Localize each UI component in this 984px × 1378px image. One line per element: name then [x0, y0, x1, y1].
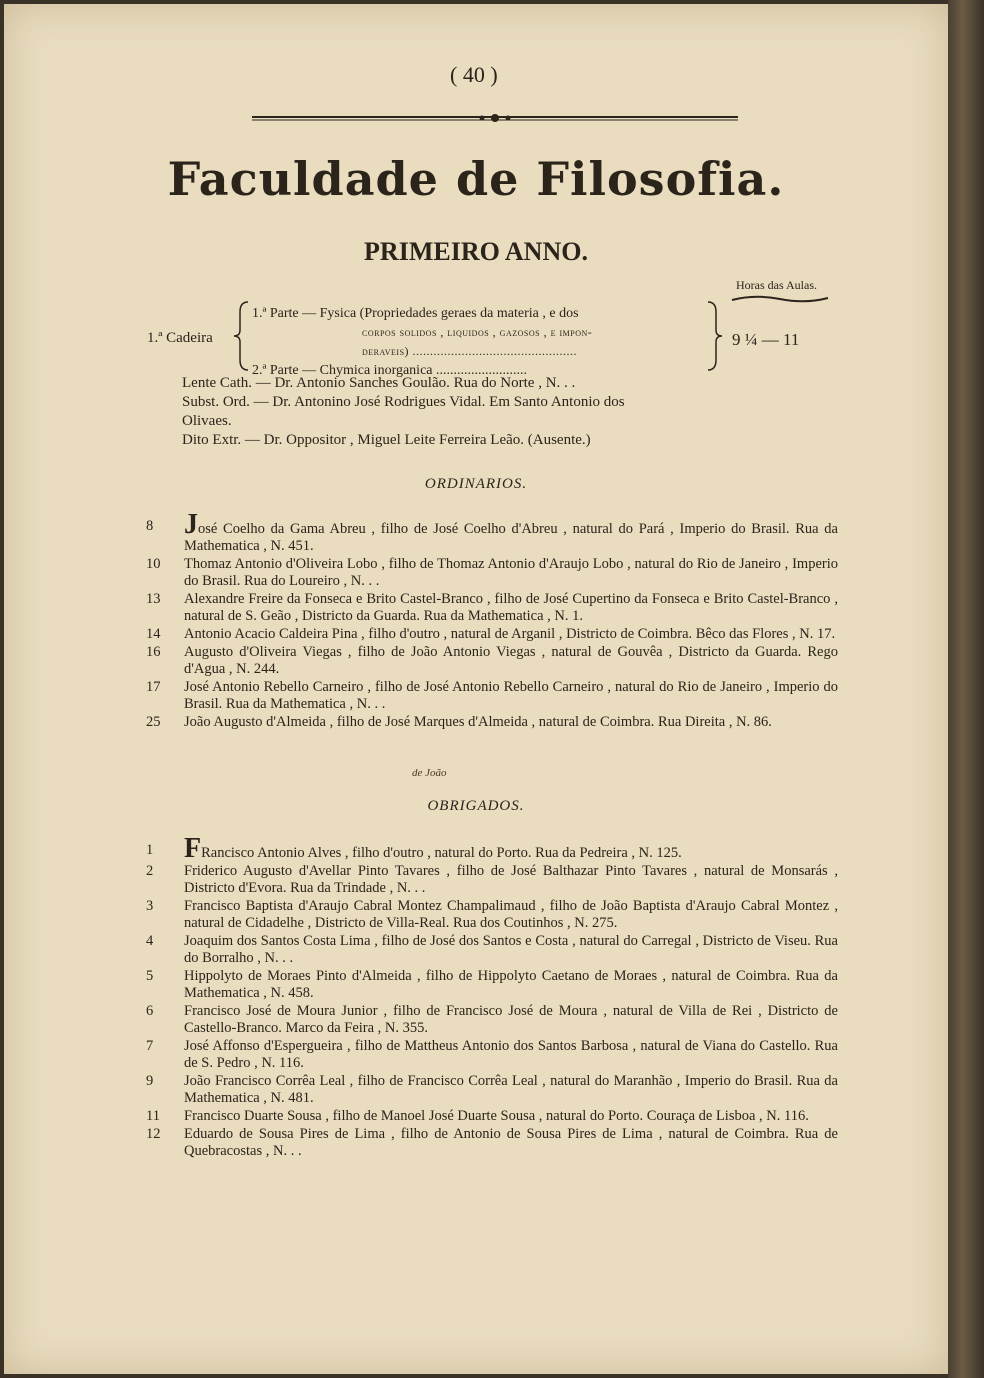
entry-number: 3: [146, 898, 154, 914]
drop-cap: J: [184, 509, 198, 540]
page-title: Faculdade de Filosofia.: [167, 152, 785, 206]
entry-body: Rancisco Antonio Alves , filho d'outro , natural do Porto. Rua da Pedreira , N. 125.: [201, 845, 682, 861]
entry-number: 8: [146, 518, 154, 534]
entry-text: [184, 679, 838, 713]
lecturer-line: Dito Extr. — Dr. Oppositor , Miguel Leite Ferreira Leão. (Ausente.): [182, 432, 591, 448]
list-item: [146, 644, 838, 678]
entry-number: 11: [146, 1108, 160, 1124]
obrigados-list: [146, 833, 838, 1161]
entry-body: Francisco José de Moura Junior , filho de Francisco José de Moura , natural de Villa de Rei , Districto de Castello-Branco. Marco da Feira , N. 355.: [184, 1003, 838, 1036]
list-item: [146, 509, 838, 555]
year-heading: PRIMEIRO ANNO.: [364, 237, 588, 266]
list-item: [146, 1108, 838, 1125]
list-item: [146, 679, 838, 713]
entry-number: 6: [146, 1003, 154, 1019]
list-item: [146, 714, 838, 731]
list-item: [146, 898, 838, 932]
entry-number: 7: [146, 1038, 154, 1054]
entry-number: 5: [146, 968, 154, 984]
entry-body: Francisco Duarte Sousa , filho de Manoel José Duarte Sousa , natural do Porto. Couraça de Lisboa , N. 116.: [184, 1108, 809, 1124]
drop-cap: F: [184, 833, 202, 864]
entry-text: [184, 1038, 838, 1072]
entry-text: [184, 714, 838, 731]
entry-text: [184, 556, 838, 590]
entry-number: 25: [146, 714, 161, 730]
lecturers-block: [182, 374, 742, 450]
handwritten-annotation: de João: [412, 767, 447, 779]
class-hours: 9 ¼ — 11: [732, 330, 800, 349]
entry-body: Francisco Baptista d'Araujo Cabral Montez Champalimaud , filho de João Baptista d'Araujo Cabral Montez , natural de Cidadelhe , Districto de Villa-Real. Rua dos Coutinhos , N. 275.: [184, 898, 838, 931]
entry-body: Alexandre Freire da Fonseca e Brito Castel-Branco , filho de José Cupertino da Fonseca e Brito Castel-Branco , natural de S. Geão , Districto da Guarda. Rua da Mathematica , N. 1.: [184, 591, 838, 624]
entry-number: 4: [146, 933, 154, 949]
list-item: [146, 1126, 838, 1160]
ordinarios-list: [146, 509, 838, 732]
entry-number: 17: [146, 679, 161, 695]
list-item: [146, 933, 838, 967]
entry-body: José Antonio Rebello Carneiro , filho de José Antonio Rebello Carneiro , natural do Rio de Janeiro , Imperio do Brasil. Rua da Mathematica , N. . .: [184, 679, 838, 712]
entry-number: 13: [146, 591, 161, 607]
left-brace: [232, 300, 252, 372]
cadeira-label: 1.ª Cadeira: [147, 330, 213, 346]
entry-text: [184, 968, 838, 1002]
cadeira-subjects: [252, 304, 704, 380]
document-page: [4, 4, 948, 1374]
entry-body: Antonio Acacio Caldeira Pina , filho d'outro , natural de Arganil , Districto de Coimbra. Bêco das Flores , N. 17.: [184, 626, 836, 642]
entry-body: Augusto d'Oliveira Viegas , filho de João Antonio Viegas , natural de Gouvêa , Districto da Guarda. Rego d'Agua , N. 244.: [184, 644, 838, 677]
entry-text: [184, 863, 838, 897]
entry-number: 14: [146, 626, 161, 642]
entry-text: [184, 591, 838, 625]
entry-body: João Francisco Corrêa Leal , filho de Francisco Corrêa Leal , natural do Maranhão , Imperio do Brasil. Rua da Mathematica , N. 481.: [184, 1073, 838, 1106]
entry-text: [184, 1108, 838, 1125]
list-item: [146, 626, 838, 643]
lecturer-line: Olivaes.: [182, 413, 232, 429]
list-item: [146, 1073, 838, 1107]
entry-body: João Augusto d'Almeida , filho de José Marques d'Almeida , natural de Coimbra. Rua Direita , N. 86.: [184, 714, 772, 730]
section-heading-ordinarios: ORDINARIOS.: [424, 476, 528, 492]
entry-body: Thomaz Antonio d'Oliveira Lobo , filho de Thomaz Antonio d'Araujo Lobo , natural do Rio de Janeiro , Imperio do Brasil. Rua do Loureiro , N. . .: [184, 556, 838, 589]
entry-number: 2: [146, 863, 154, 879]
entry-number: 12: [146, 1126, 161, 1142]
entry-number: 10: [146, 556, 161, 572]
entry-text: [184, 644, 838, 678]
entry-text: [184, 1126, 838, 1160]
list-item: [146, 863, 838, 897]
lecturer-line: Subst. Ord. — Dr. Antonino José Rodrigues Vidal. Em Santo Antonio dos: [182, 394, 625, 410]
entry-body: Eduardo de Sousa Pires de Lima , filho de Antonio de Sousa Pires de Lima , natural de Coimbra. Rua de Quebracostas , N. . .: [184, 1126, 838, 1159]
entry-text: [184, 933, 838, 967]
list-item: [146, 556, 838, 590]
page-number: ( 40 ): [450, 62, 498, 87]
entry-number: 1: [146, 842, 154, 858]
entry-body: Hippolyto de Moraes Pinto d'Almeida , filho de Hippolyto Caetano de Moraes , natural de Coimbra. Rua da Mathematica , N. 458.: [184, 968, 838, 1001]
entry-body: José Affonso d'Espergueira , filho de Mattheus Antonio dos Santos Barbosa , natural de Viana do Castello. Rua de S. Pedro , N. 116.: [184, 1038, 838, 1071]
entry-body: Joaquim dos Santos Costa Lima , filho de José dos Santos e Costa , natural do Carregal , Districto de Viseu. Rua do Borralho , N. . .: [184, 933, 838, 966]
lecturer-line: Lente Cath. — Dr. Antonio Sanches Goulão. Rua do Norte , N. . .: [182, 375, 576, 391]
subject-line-1: 1.ª Parte — Fysica (Propriedades geraes da materia , e dos: [252, 306, 579, 321]
list-item: [146, 591, 838, 625]
list-item: [146, 1003, 838, 1037]
entry-number: 9: [146, 1073, 154, 1089]
hours-label: Horas das Aulas.: [736, 278, 817, 292]
list-item: [146, 1038, 838, 1072]
list-item: [146, 833, 838, 864]
list-item: [146, 968, 838, 1002]
entry-text: [184, 898, 838, 932]
tilde-ornament: [730, 294, 830, 304]
entry-text: [184, 833, 838, 864]
entry-text: [184, 1073, 838, 1107]
entry-body: osé Coelho da Gama Abreu , filho de José Coelho d'Abreu , natural do Pará , Imperio do Brasil. Rua da Mathematica , N. 451.: [184, 521, 838, 554]
subject-line-2: corpos solidos , liquidos , gazosos , e impon-: [362, 325, 593, 339]
entry-number: 16: [146, 644, 161, 660]
entry-text: [184, 509, 838, 555]
right-brace: [704, 300, 724, 372]
section-heading-obrigados: OBRIGADOS.: [427, 798, 525, 814]
entry-body: Friderico Augusto d'Avellar Pinto Tavares , filho de José Balthazar Pinto Tavares , natural de Monsarás , Districto d'Evora. Rua da Trindade , N. . .: [184, 863, 838, 896]
ornamental-rule: [252, 114, 738, 122]
subject-line-4: 2.ª Parte — Chymica inorganica ..........................: [252, 363, 528, 378]
entry-text: [184, 626, 838, 643]
book-edge: [948, 0, 984, 1378]
subject-line-3: deraveis) ...............................................: [362, 344, 578, 358]
entry-text: [184, 1003, 838, 1037]
